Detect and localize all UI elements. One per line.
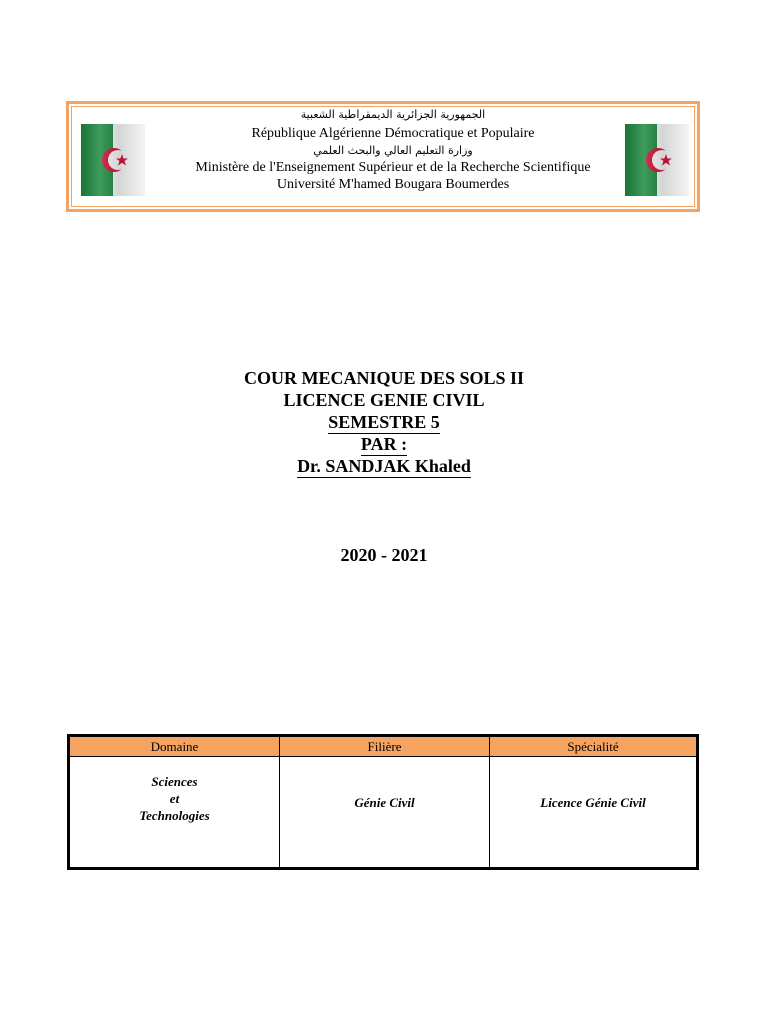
header-specialite: Spécialité <box>490 736 698 757</box>
arabic-ministry-name: وزارة التعليم العالي والبحث العلمي <box>313 144 473 157</box>
program-name: LICENCE GENIE CIVIL <box>283 390 485 410</box>
arabic-republic-name: الجمهورية الجزائرية الديمقراطية الشعبية <box>300 108 486 121</box>
table-row <box>69 757 698 869</box>
table-header-row <box>69 736 698 757</box>
ministry-name: Ministère de l'Enseignement Supérieur et de la Recherche Scientifique <box>195 160 591 175</box>
by-label: PAR : <box>360 434 408 454</box>
program-info-table <box>67 734 699 870</box>
cell-specialite: Licence Génie Civil <box>490 757 698 869</box>
cell-domaine: Sciences et Technologies <box>69 757 280 869</box>
header-box <box>66 101 700 212</box>
header-filiere: Filière <box>280 736 490 757</box>
course-name: COUR MECANIQUE DES SOLS II <box>243 368 525 388</box>
university-name: Université M'hamed Bougara Boumerdes <box>276 177 510 192</box>
algeria-flag-icon <box>625 124 689 196</box>
academic-year: 2020 - 2021 <box>340 545 428 565</box>
author-name: Dr. SANDJAK Khaled <box>297 456 471 476</box>
cell-filiere: Génie Civil <box>280 757 490 869</box>
header-domaine: Domaine <box>69 736 280 757</box>
semester: SEMESTRE 5 <box>328 412 440 432</box>
algeria-flag-icon <box>81 124 145 196</box>
republic-name: République Algérienne Démocratique et Populaire <box>251 126 535 141</box>
